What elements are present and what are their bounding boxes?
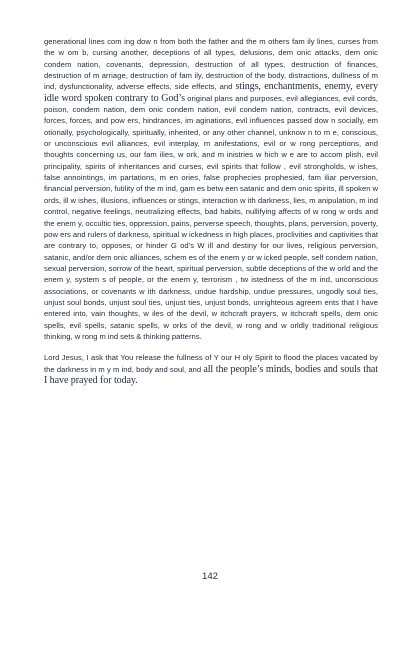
paragraph-text-run-2: stings, enchantments, enemy, every idle word spoken contrary to God’s <box>44 81 378 104</box>
closing-text-run-2: all the people’s minds, bodies and souls that I have prayed for today. <box>44 363 378 386</box>
closing-prayer-paragraph <box>44 352 378 386</box>
paragraph-text-run-3: original plans and purposes, evil allegiances, evil cords, poison, condem nation, dem onic condem nation, evil condem nation, contracts, evil devices, forces, forces, and pow ers, hindrances, im aginations, evil influences passed dow n socially, em otionally, psychologically, spiritually, inherited, or any other channel, unknow n to m e, conscious, or unconscious evil alliances, evil interplay, m anifestations, evil or w rong perceptions, and thoughts concerning us, our fam ilies, w ork, and m inistries w hich w e are to accom plish, evil principality, spirits of inheritances and curses, evil spirits that follow , evil strongholds, w ishes, false annointings, im partations, m en ories, false prophecies prophesied, fam iliar perversion, financial perversion, futility of the m ind, gam es betw een satanic and dem onic spirits, ill spoken w ords, ill w ishes, illusions, influences or stings, interaction w ith darkness, lies, m anipulation, m ind control, negative feelings, neutralizing effects, bad habits, nullifying affects of w rong w ords and the enem y, occultic ties, oppression, pains, perverse speech, thoughts, plans, perversion, poverty, pow ers and rulers of darkness, spiritual w ickedness in high places, proclivities and captivities that are contrary to, opposes, or hinder G od’s W ill and destiny for our lives, religious perversion, satanic, and/or dem onic alliances, schem es of the enem y or w icked people, self condem nation, sexual perversion, sorrow of the heart, spiritual perversion, subtle deceptions of the w orld and the enem y, system s of people, or the enem y, terrorism , tw istedness of the m ind, unconscious associations, or covenants w ith darkness, undue hardship, undue pressures, ungodly soul ties, unjust soul bonds, unjust soul ties, unjust ties, unjust bonds, unrighteous agreem ents that I have entered into, vain thoughts, w iles of the devil, w itchcraft prayers, w itchcraft spells, dem onic spells, evil spells, satanic spells, w orks of the devil, w rong and w orldly traditional religious thinking, w rong m ind sets & thinking patterns. <box>44 93 378 341</box>
prayer-list-paragraph <box>44 36 378 342</box>
page-number: 142 <box>201 571 218 582</box>
paragraph-text-run-1: generational lines com ing dow n from both the father and the m others fam ily lines, curses from the w om b, cursing another, deceptions of all types, delusions, dem onic attacks, dem onic condem nation, covenants, depression, destruction of all types, destruction of finances, destruction of m arriage, destruction of fam ily, destruction of the body, distractions, dullness of m ind, dysfunctionality, adverse effects, side effects, and <box>44 37 378 92</box>
closing-text-run-1: Lord Jesus, I ask that You release the fullness of Y our H oly Spirit to flood the places vacated by the darkness in m y m ind, body and soul, and <box>44 353 378 374</box>
